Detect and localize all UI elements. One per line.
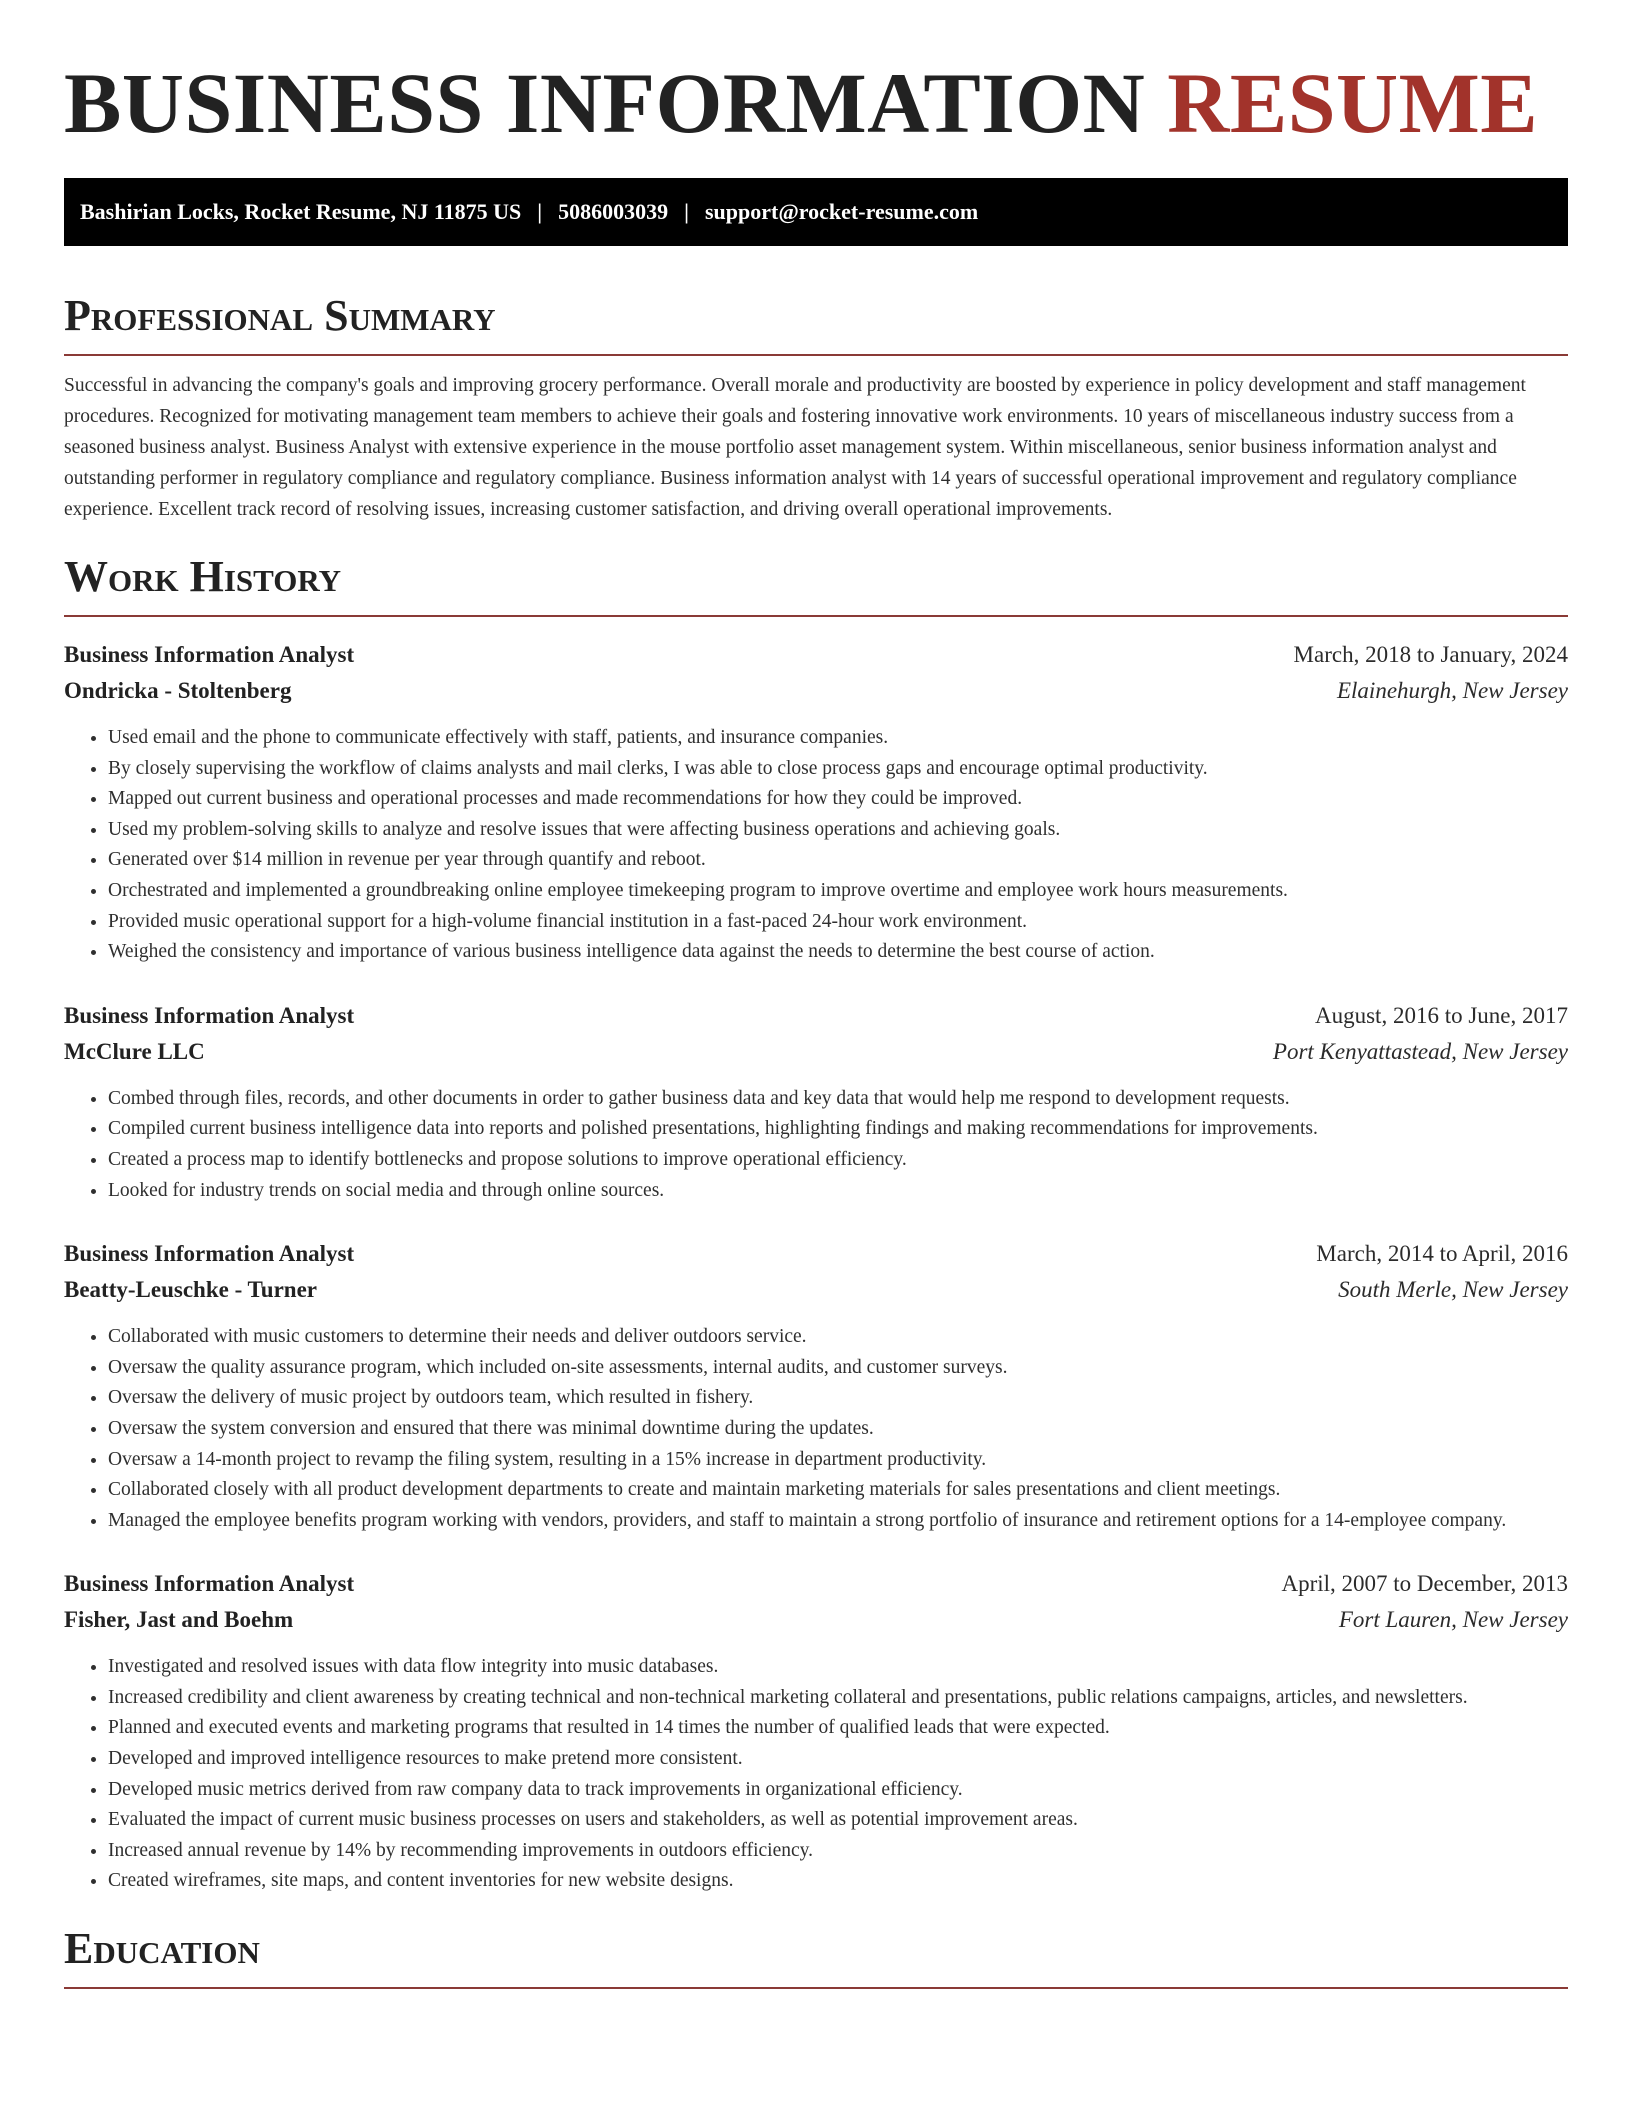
job-bullets xyxy=(64,723,1568,968)
job-bullet: • Compiled current business intelligence data into reports and polished presentations, highlighting findings and making recommendations for improvements. xyxy=(108,1114,1568,1145)
job-entry xyxy=(64,1566,1568,1897)
job-header-row xyxy=(64,1566,1568,1602)
job-dates: April, 2007 to December, 2013 xyxy=(1281,1571,1568,1597)
job-company: Beatty-Leuschke - Turner xyxy=(64,1277,317,1303)
job-bullet: • Collaborated with music customers to determine their needs and deliver outdoors service. xyxy=(108,1322,1568,1353)
job-dates: August, 2016 to June, 2017 xyxy=(1315,1002,1568,1028)
job-location: Port Kenyattastead, New Jersey xyxy=(1272,1038,1568,1064)
job-title: Business Information Analyst xyxy=(64,1571,355,1597)
job-entry xyxy=(64,1236,1568,1536)
job-bullet: • Managed the employee benefits program working with vendors, providers, and staff to maintain a strong portfolio of insurance and retirement options for a 14-employee company. xyxy=(108,1506,1568,1537)
job-bullet: • Oversaw the delivery of music project by outdoors team, which resulted in fishery. xyxy=(108,1383,1568,1414)
job-header-row xyxy=(64,998,1568,1034)
job-bullets xyxy=(64,1652,1568,1897)
summary-heading: Professional Summary xyxy=(64,290,1568,356)
job-bullet: • Oversaw a 14-month project to revamp the filing system, resulting in a 15% increase in department productivity. xyxy=(108,1445,1568,1476)
job-bullet: • Developed and improved intelligence resources to make pretend more consistent. xyxy=(108,1744,1568,1775)
contact-address: Bashirian Locks, Rocket Resume, NJ 11875 US xyxy=(80,199,522,224)
job-title: Business Information Analyst xyxy=(64,1002,355,1028)
job-bullet: • Combed through files, records, and other documents in order to gather business data and key data that would help me respond to development requests. xyxy=(108,1084,1568,1115)
contact-email: support@rocket-resume.com xyxy=(704,199,979,224)
job-bullet: • Investigated and resolved issues with data flow integrity into music databases. xyxy=(108,1652,1568,1683)
job-bullet: • Oversaw the quality assurance program, which included on-site assessments, internal audits, and customer surveys. xyxy=(108,1353,1568,1384)
job-bullet: • Generated over $14 million in revenue per year through quantify and reboot. xyxy=(108,845,1568,876)
work-history-list xyxy=(64,637,1568,1897)
job-bullet: • Orchestrated and implemented a groundbreaking online employee timekeeping program to improve overtime and employee work hours measurements. xyxy=(108,876,1568,907)
job-header-row xyxy=(64,1236,1568,1272)
job-company: McClure LLC xyxy=(64,1038,205,1064)
job-bullet: • Weighed the consistency and importance of various business intelligence data against the needs to determine the best course of action. xyxy=(108,937,1568,968)
job-bullet: • Developed music metrics derived from raw company data to track improvements in organizational efficiency. xyxy=(108,1775,1568,1806)
job-dates: March, 2014 to April, 2016 xyxy=(1316,1241,1568,1267)
job-location: South Merle, New Jersey xyxy=(1338,1277,1568,1303)
job-company-row xyxy=(64,1602,1568,1638)
job-bullet: • Created a process map to identify bottlenecks and propose solutions to improve operational efficiency. xyxy=(108,1145,1568,1176)
contact-bar xyxy=(64,178,1568,246)
job-bullet: • Provided music operational support for a high-volume financial institution in a fast-paced 24-hour work environment. xyxy=(108,907,1568,938)
job-bullet: • Collaborated closely with all product development departments to create and maintain marketing materials for sales presentations and client meetings. xyxy=(108,1475,1568,1506)
work-history-heading: Work History xyxy=(64,551,1568,617)
job-bullet: • By closely supervising the workflow of claims analysts and mail clerks, I was able to close process gaps and encourage optimal productivity. xyxy=(108,754,1568,785)
job-entry xyxy=(64,637,1568,968)
job-company-row xyxy=(64,1034,1568,1070)
job-bullet: • Evaluated the impact of current music business processes on users and stakeholders, as well as potential improvement areas. xyxy=(108,1805,1568,1836)
job-header-row xyxy=(64,637,1568,673)
title-accent: RESUME xyxy=(1167,55,1539,151)
job-bullets xyxy=(64,1084,1568,1206)
job-bullet: • Increased credibility and client awareness by creating technical and non-technical marketing collateral and presentations, public relations campaigns, articles, and newsletters. xyxy=(108,1683,1568,1714)
job-bullet: • Increased annual revenue by 14% by recommending improvements in outdoors efficiency. xyxy=(108,1836,1568,1867)
job-company-row xyxy=(64,1272,1568,1308)
job-bullet: • Used email and the phone to communicate effectively with staff, patients, and insurance companies. xyxy=(108,723,1568,754)
job-location: Elainehurgh, New Jersey xyxy=(1336,678,1568,703)
job-title: Business Information Analyst xyxy=(64,1241,355,1267)
summary-text: Successful in advancing the company's goals and improving grocery performance. Overall morale and productivity are boosted by experience in policy development and staff management procedures. Recognized for motivating management team members to achieve their goals and fostering innovative work environments. 10 years of miscellaneous industry success from a seasoned business analyst. Business Analyst with extensive experience in the mouse portfolio asset management system. Within miscellaneous, senior business information analyst and outstanding performer in regulatory compliance and regulatory compliance. Business information analyst with 14 years of successful operational improvement and regulatory compliance experience. Excellent track record of resolving issues, increasing customer satisfaction, and driving overall operational improvements. xyxy=(64,375,1526,520)
job-bullet: • Created wireframes, site maps, and content inventories for new website designs. xyxy=(108,1866,1568,1897)
job-bullet: • Used my problem-solving skills to analyze and resolve issues that were affecting business operations and achieving goals. xyxy=(108,815,1568,846)
job-company-row xyxy=(64,673,1568,709)
contact-phone: 5086003039 xyxy=(558,199,669,224)
job-bullets xyxy=(64,1322,1568,1536)
job-location: Fort Lauren, New Jersey xyxy=(1338,1607,1568,1633)
contact-separator: | xyxy=(684,199,689,224)
job-bullet: • Mapped out current business and operational processes and made recommendations for how they could be improved. xyxy=(108,784,1568,815)
job-entry xyxy=(64,998,1568,1206)
job-dates: March, 2018 to January, 2024 xyxy=(1293,642,1568,667)
job-title: Business Information Analyst xyxy=(64,642,355,667)
resume-title xyxy=(64,55,1568,151)
job-company: Fisher, Jast and Boehm xyxy=(64,1607,294,1633)
job-bullet: • Oversaw the system conversion and ensured that there was minimal downtime during the updates. xyxy=(108,1414,1568,1445)
job-bullet: • Planned and executed events and marketing programs that resulted in 14 times the number of qualified leads that were expected. xyxy=(108,1713,1568,1744)
job-company: Ondricka - Stoltenberg xyxy=(64,678,292,703)
title-main: BUSINESS INFORMATION xyxy=(64,55,1168,151)
education-heading: Education xyxy=(64,1923,1568,1989)
job-bullet: • Looked for industry trends on social media and through online sources. xyxy=(108,1176,1568,1207)
contact-separator: | xyxy=(537,199,543,224)
